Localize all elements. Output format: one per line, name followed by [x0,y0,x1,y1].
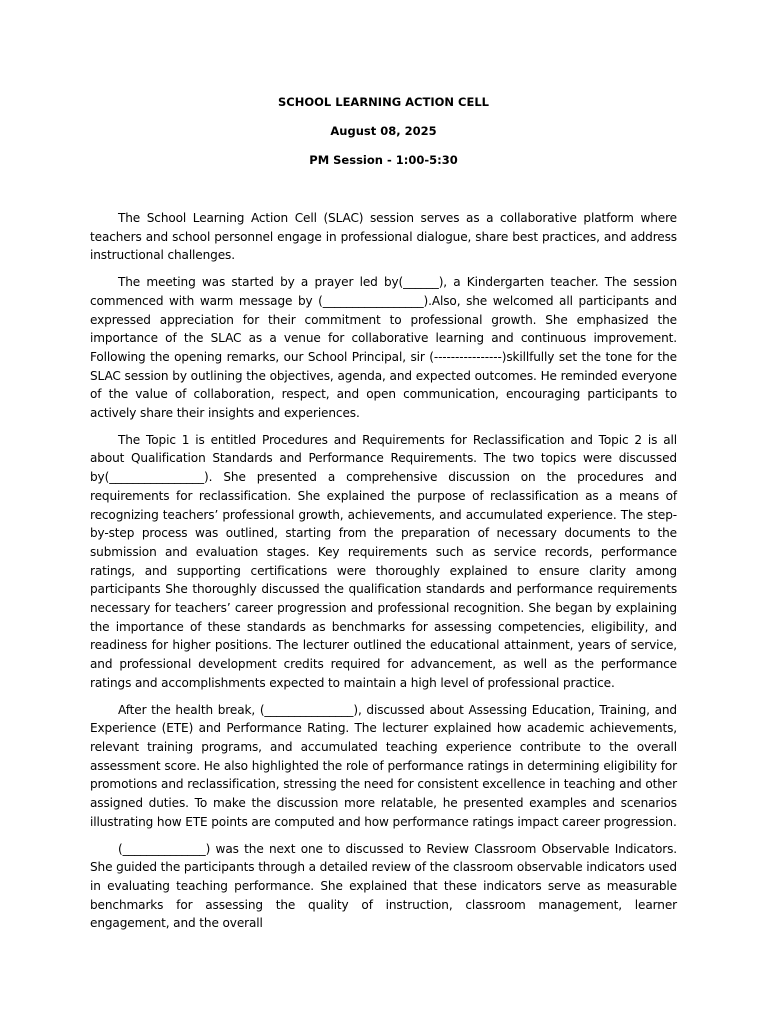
paragraph-opening: The meeting was started by a prayer led by(______), a Kindergarten teacher. The session commenced with warm message by (_________________).Also, she welcomed all participants and expressed appreciation for their commitment to professional growth. She emphasized the importance of the SLAC as a venue for collaborative learning and continuous improvement. Following the opening remarks, our School Principal, sir (----------------)skillfully set the tone for the SLAC session by outlining the objectives, agenda, and expected outcomes. He reminded everyone of the value of collaboration, respect, and open communication, encouraging participants to actively share their insights and experiences. [90,275,677,421]
paragraph-topics: The Topic 1 is entitled Procedures and Requirements for Reclassification and Topic 2 is all about Qualification Standards and Performance Requirements. The two topics were discussed by(________________). She presented a comprehensive discussion on the procedures and requirements for reclassification. She explained the purpose of reclassification as a means of recognizing teachers’ professional growth, achievements, and accumulated experience. The step-by-step process was outlined, starting from the preparation of necessary documents to the submission and evaluation stages. Key requirements such as service records, performance ratings, and supporting certifications were thoroughly explained to ensure clarity among participants She thoroughly discussed the qualification standards and performance requirements necessary for teachers’ career progression and professional recognition. She began by explaining the importance of these standards as benchmarks for assessing competencies, eligibility, and readiness for higher positions. The lecturer outlined the educational attainment, years of service, and professional development credits required for advancement, as well as the performance ratings and accomplishments expected to maintain a high level of professional practice. [90,432,677,690]
paragraph-ete: After the health break, (_______________), discussed about Assessing Education, Training, and Experience (ETE) and Performance Rating. The lecturer explained how academic achievements, relevant training programs, and accumulated teaching experience contribute to the overall assessment score. He also highlighted the role of performance ratings in determining eligibility for promotions and reclassification, stressing the need for consistent excellence in teaching and other assigned duties. To make the discussion more relatable, he presented examples and scenarios illustrating how ETE points are computed and how performance ratings impact career progression. [90,702,677,829]
document-title: SCHOOL LEARNING ACTION CELL [278,95,489,109]
paragraph-intro: The School Learning Action Cell (SLAC) session serves as a collaborative platform where teachers and school personnel engage in professional dialogue, share best practices, and address instructional challenges. [90,211,677,263]
paragraph-observable-indicators: (______________) was the next one to discussed to Review Classroom Observable Indicators. She guided the participants through a detailed review of the classroom observable indicators used in evaluating teaching performance. She explained that these indicators serve as measurable benchmarks for assessing the quality of instruction, classroom management, learner engagement, and the overall [90,841,677,931]
document-date: August 08, 2025 [330,124,437,138]
document-page [90,93,677,941]
session-time: PM Session - 1:00-5:30 [309,153,458,167]
